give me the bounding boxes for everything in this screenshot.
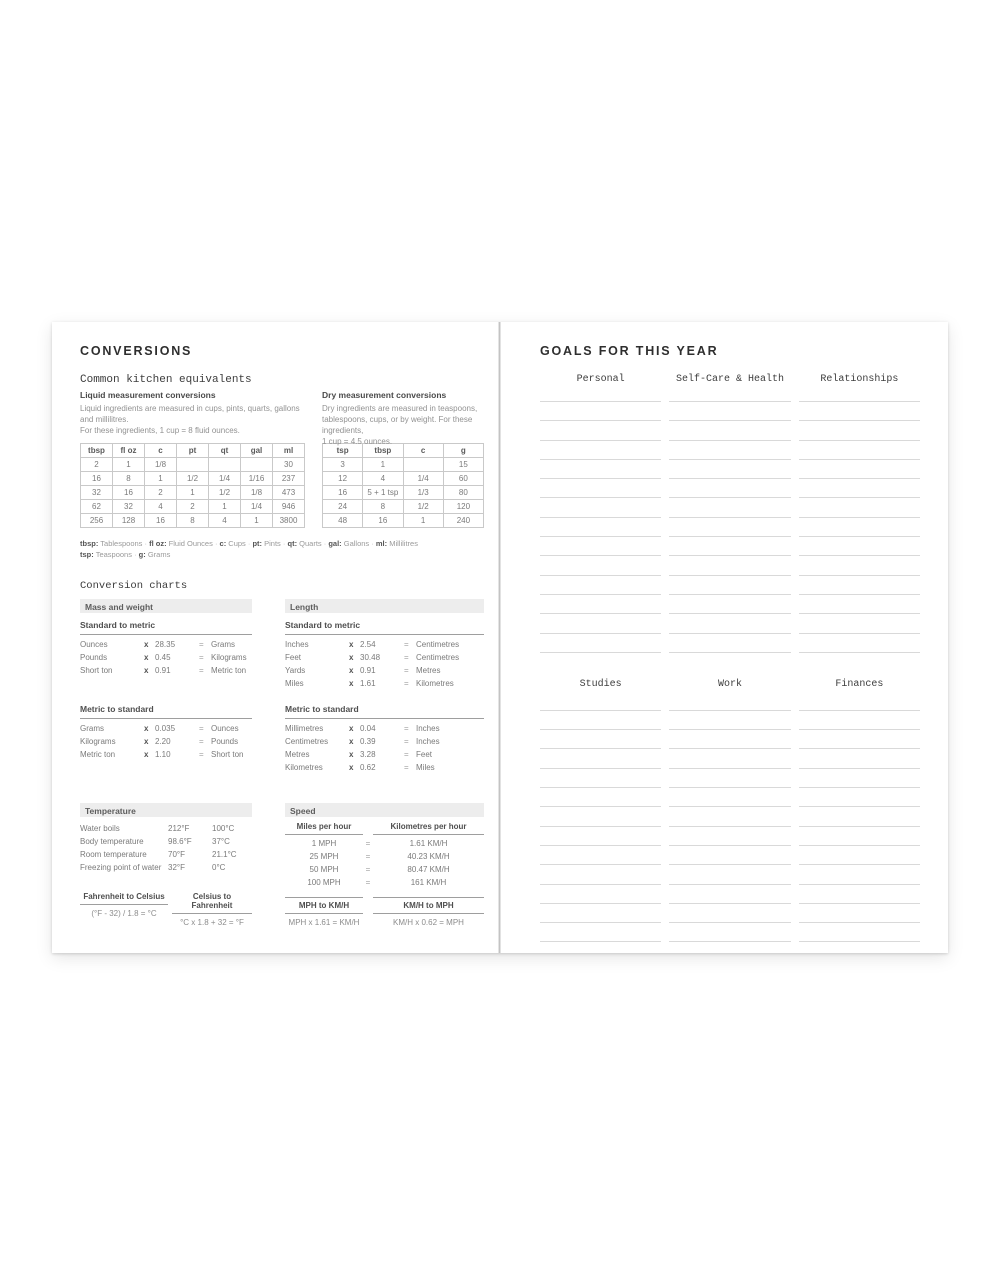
ruled-line bbox=[540, 576, 661, 595]
conversion-charts-grid bbox=[80, 599, 484, 927]
conversion-row: Kilometres x 0.62 = Miles bbox=[285, 762, 435, 772]
goals-column-header: Relationships bbox=[820, 374, 899, 385]
legend-separator: · bbox=[212, 539, 220, 548]
ruled-line bbox=[799, 614, 920, 633]
table-cell: 3 bbox=[323, 458, 363, 472]
ruled-line bbox=[799, 807, 920, 826]
liquid-measurement-table bbox=[80, 443, 305, 528]
celsius-to-fahrenheit-box bbox=[172, 892, 252, 927]
ruled-line bbox=[669, 479, 790, 498]
ruled-line bbox=[669, 595, 790, 614]
formula-value: MPH x 1.61 = KM/H bbox=[288, 917, 360, 927]
formula-title: KM/H to MPH bbox=[373, 897, 484, 914]
ruled-line bbox=[799, 788, 920, 807]
ruled-line bbox=[799, 479, 920, 498]
liquid-description-2: For these ingredients, 1 cup = 8 fluid ounces. bbox=[80, 426, 240, 436]
temperature-row: Water boils 212°F 100°C bbox=[80, 823, 235, 833]
ruled-line bbox=[540, 537, 661, 556]
table-header-cell: c bbox=[145, 444, 177, 458]
table-cell: 1/2 bbox=[209, 486, 241, 500]
ruled-line bbox=[540, 846, 661, 865]
length-metric-to-std-heading: Metric to standard bbox=[285, 704, 484, 719]
speed-rows bbox=[285, 837, 484, 889]
ruled-line bbox=[669, 576, 790, 595]
table-header-cell: tsp bbox=[323, 444, 363, 458]
ruled-line bbox=[669, 730, 790, 749]
legend-line-2 bbox=[80, 549, 484, 560]
page-spine bbox=[498, 322, 501, 953]
ruled-line bbox=[540, 441, 661, 460]
abbreviation-legend bbox=[80, 538, 484, 561]
table-cell: 15 bbox=[443, 458, 483, 472]
kitchen-equivalents-heading: Common kitchen equivalents bbox=[80, 374, 252, 386]
conversion-row: Pounds x 0.45 = Kilograms bbox=[80, 652, 247, 662]
table-header-row bbox=[81, 444, 305, 458]
length-bar: Length bbox=[285, 599, 484, 613]
ruled-line bbox=[669, 865, 790, 884]
speed-row: 50 MPH = 80.47 KM/H bbox=[309, 864, 450, 874]
page-title: CONVERSIONS bbox=[80, 344, 193, 358]
goals-column-header: Finances bbox=[835, 678, 884, 690]
ruled-line bbox=[669, 690, 790, 711]
conversion-row: Yards x 0.91 = Metres bbox=[285, 665, 441, 675]
kitchen-columns bbox=[80, 390, 484, 528]
ruled-line bbox=[799, 846, 920, 865]
ruled-line bbox=[669, 614, 790, 633]
ruled-line bbox=[799, 827, 920, 846]
table-row bbox=[323, 486, 484, 500]
table-cell: 237 bbox=[273, 472, 305, 486]
table-cell: 8 bbox=[113, 472, 145, 486]
ruled-line bbox=[540, 421, 661, 440]
table-cell: 1/4 bbox=[241, 500, 273, 514]
goals-column-header: Work bbox=[717, 678, 742, 690]
ruled-line bbox=[799, 730, 920, 749]
speed-bar: Speed bbox=[285, 803, 484, 817]
ruled-line bbox=[799, 865, 920, 884]
mass-metric-to-std-rows bbox=[80, 722, 252, 761]
length-std-to-metric-rows bbox=[285, 638, 484, 690]
table-cell: 128 bbox=[113, 514, 145, 528]
dry-heading: Dry measurement conversions bbox=[322, 390, 447, 400]
goals-column bbox=[540, 374, 661, 653]
table-cell: 4 bbox=[363, 472, 403, 486]
table-row bbox=[323, 472, 484, 486]
table-cell: 5 + 1 tsp bbox=[363, 486, 403, 500]
speed-formulas bbox=[285, 897, 484, 927]
conversion-row: Metres x 3.28 = Feet bbox=[285, 749, 433, 759]
legend-item: ml: Millilitres bbox=[375, 539, 418, 548]
table-cell: 8 bbox=[177, 514, 209, 528]
ruled-line bbox=[540, 498, 661, 517]
length-std-to-metric-heading: Standard to metric bbox=[285, 620, 484, 635]
mass-std-to-metric-rows bbox=[80, 638, 252, 677]
temperature-bar: Temperature bbox=[80, 803, 252, 817]
formula-value: (°F - 32) / 1.8 = °C bbox=[91, 908, 157, 918]
temperature-row: Freezing point of water 32°F 0°C bbox=[80, 862, 226, 872]
ruled-line bbox=[669, 749, 790, 768]
table-header-cell: tbsp bbox=[81, 444, 113, 458]
table-cell: 1/8 bbox=[145, 458, 177, 472]
table-cell: 1 bbox=[241, 514, 273, 528]
speed-section bbox=[285, 803, 484, 927]
speed-row: 1 MPH = 1.61 KM/H bbox=[311, 838, 448, 848]
ruled-line bbox=[799, 595, 920, 614]
table-cell: 16 bbox=[323, 486, 363, 500]
ruled-line bbox=[540, 634, 661, 653]
legend-item: tsp: Teaspoons bbox=[80, 550, 132, 560]
legend-item: pt: Pints bbox=[252, 539, 281, 548]
table-cell: 1 bbox=[363, 458, 403, 472]
table-row bbox=[81, 500, 305, 514]
table-row bbox=[323, 458, 484, 472]
legend-item: qt: Quarts bbox=[287, 539, 322, 548]
conversion-row: Metric ton x 1.10 = Short ton bbox=[80, 749, 244, 759]
ruled-line bbox=[540, 614, 661, 633]
ruled-line bbox=[669, 711, 790, 730]
ruled-line bbox=[799, 690, 920, 711]
formula-value: KM/H x 0.62 = MPH bbox=[393, 917, 464, 927]
ruled-line bbox=[669, 827, 790, 846]
fahrenheit-to-celsius-box bbox=[80, 892, 168, 927]
table-cell: 80 bbox=[443, 486, 483, 500]
ruled-line bbox=[669, 904, 790, 923]
legend-separator: · bbox=[245, 539, 253, 548]
legend-item: fl oz: Fluid Ounces bbox=[149, 539, 213, 548]
table-row bbox=[323, 500, 484, 514]
ruled-line bbox=[669, 923, 790, 942]
ruled-line bbox=[799, 537, 920, 556]
ruled-line bbox=[540, 749, 661, 768]
formula-title: Fahrenheit to Celsius bbox=[80, 892, 168, 905]
goals-column bbox=[799, 374, 920, 653]
ruled-line bbox=[799, 711, 920, 730]
dry-conversions-column bbox=[322, 390, 484, 528]
ruled-line bbox=[799, 460, 920, 479]
ruled-line bbox=[540, 885, 661, 904]
charts-left-column bbox=[80, 599, 252, 927]
legend-item: g: Grams bbox=[138, 550, 171, 560]
table-cell: 3800 bbox=[273, 514, 305, 528]
ruled-line bbox=[669, 556, 790, 575]
ruled-line bbox=[669, 885, 790, 904]
table-header-row bbox=[323, 444, 484, 458]
table-cell: 1/16 bbox=[241, 472, 273, 486]
table-cell: 946 bbox=[273, 500, 305, 514]
goals-lines bbox=[799, 690, 920, 943]
table-header-cell: tbsp bbox=[363, 444, 403, 458]
goals-column bbox=[669, 679, 790, 943]
legend-item: gal: Gallons bbox=[328, 539, 370, 548]
table-cell: 1 bbox=[209, 500, 241, 514]
speed-row: 100 MPH = 161 KM/H bbox=[307, 877, 447, 887]
table-header-cell: pt bbox=[177, 444, 209, 458]
ruled-line bbox=[799, 556, 920, 575]
table-cell: 4 bbox=[145, 500, 177, 514]
table-row bbox=[323, 514, 484, 528]
ruled-line bbox=[540, 402, 661, 421]
table-cell: 1/8 bbox=[241, 486, 273, 500]
legend-separator: · bbox=[369, 539, 376, 548]
mph-to-kmh-box bbox=[285, 897, 363, 927]
ruled-line bbox=[540, 460, 661, 479]
goals-column-header: Studies bbox=[579, 678, 622, 690]
ruled-line bbox=[540, 385, 661, 402]
conversion-row: Inches x 2.54 = Centimetres bbox=[285, 639, 460, 649]
table-cell: 1/2 bbox=[403, 500, 443, 514]
ruled-line bbox=[540, 711, 661, 730]
table-cell: 8 bbox=[363, 500, 403, 514]
table-cell: 256 bbox=[81, 514, 113, 528]
ruled-line bbox=[540, 904, 661, 923]
ruled-line bbox=[799, 769, 920, 788]
ruled-line bbox=[540, 788, 661, 807]
legend-separator: · bbox=[280, 539, 288, 548]
legend-separator: · bbox=[142, 539, 150, 548]
table-row bbox=[81, 472, 305, 486]
legend-separator: · bbox=[131, 550, 139, 560]
table-cell: 2 bbox=[177, 500, 209, 514]
ruled-line bbox=[669, 402, 790, 421]
ruled-line bbox=[669, 634, 790, 653]
kmh-to-mph-box bbox=[373, 897, 484, 927]
table-header-cell: ml bbox=[273, 444, 305, 458]
table-cell bbox=[241, 458, 273, 472]
ruled-line bbox=[799, 576, 920, 595]
table-cell: 2 bbox=[81, 458, 113, 472]
ruled-line bbox=[799, 923, 920, 942]
conversion-row: Miles x 1.61 = Kilometres bbox=[285, 678, 454, 688]
ruled-line bbox=[799, 498, 920, 517]
table-cell: 24 bbox=[323, 500, 363, 514]
table-cell: 2 bbox=[145, 486, 177, 500]
table-cell: 1 bbox=[145, 472, 177, 486]
mph-column-header: Miles per hour bbox=[285, 822, 363, 835]
table-cell: 240 bbox=[443, 514, 483, 528]
goals-lines bbox=[799, 385, 920, 653]
table-cell: 1/3 bbox=[403, 486, 443, 500]
charts-right-column bbox=[285, 599, 484, 927]
table-cell: 1/2 bbox=[177, 472, 209, 486]
ruled-line bbox=[799, 634, 920, 653]
table-cell: 4 bbox=[209, 514, 241, 528]
mass-std-to-metric-heading: Standard to metric bbox=[80, 620, 252, 635]
table-cell bbox=[403, 458, 443, 472]
goals-section-1 bbox=[540, 374, 920, 653]
goals-column-header: Personal bbox=[576, 374, 625, 385]
liquid-heading: Liquid measurement conversions bbox=[80, 390, 216, 400]
formula-title: Celsius to Fahrenheit bbox=[172, 892, 252, 914]
legend-line-1 bbox=[80, 538, 484, 549]
goals-column bbox=[799, 679, 920, 943]
ruled-line bbox=[540, 923, 661, 942]
legend-separator: · bbox=[321, 539, 329, 548]
table-cell: 60 bbox=[443, 472, 483, 486]
ruled-line bbox=[669, 518, 790, 537]
table-cell: 62 bbox=[81, 500, 113, 514]
ruled-line bbox=[540, 730, 661, 749]
table-row bbox=[81, 486, 305, 500]
table-cell: 32 bbox=[113, 500, 145, 514]
temperature-row: Room temperature 70°F 21.1°C bbox=[80, 849, 237, 859]
mass-metric-to-std-heading: Metric to standard bbox=[80, 704, 252, 719]
temperature-row: Body temperature 98.6°F 37°C bbox=[80, 836, 230, 846]
table-cell: 16 bbox=[145, 514, 177, 528]
table-cell: 30 bbox=[273, 458, 305, 472]
ruled-line bbox=[799, 421, 920, 440]
ruled-line bbox=[540, 479, 661, 498]
table-header-cell: qt bbox=[209, 444, 241, 458]
conversion-row: Grams x 0.035 = Ounces bbox=[80, 723, 239, 733]
table-cell bbox=[209, 458, 241, 472]
liquid-description-1: Liquid ingredients are measured in cups, pints, quarts, gallons and millilitres. bbox=[80, 404, 300, 425]
ruled-line bbox=[669, 498, 790, 517]
ruled-line bbox=[799, 904, 920, 923]
ruled-line bbox=[669, 421, 790, 440]
table-header-cell: gal bbox=[241, 444, 273, 458]
ruled-line bbox=[540, 595, 661, 614]
conversion-row: Ounces x 28.35 = Grams bbox=[80, 639, 235, 649]
table-cell: 16 bbox=[113, 486, 145, 500]
formula-title: MPH to KM/H bbox=[285, 897, 363, 914]
liquid-conversions-column bbox=[80, 390, 305, 528]
goals-section-2 bbox=[540, 679, 920, 943]
ruled-line bbox=[669, 441, 790, 460]
ruled-line bbox=[540, 518, 661, 537]
ruled-line bbox=[669, 846, 790, 865]
table-header-cell: fl oz bbox=[113, 444, 145, 458]
table-cell: 1 bbox=[113, 458, 145, 472]
legend-item: tbsp: Tablespoons bbox=[80, 539, 143, 548]
speed-row: 25 MPH = 40.23 KM/H bbox=[309, 851, 450, 861]
table-cell: 120 bbox=[443, 500, 483, 514]
temperature-formulas bbox=[80, 892, 252, 927]
ruled-line bbox=[799, 441, 920, 460]
table-cell bbox=[177, 458, 209, 472]
formula-value: °C x 1.8 + 32 = °F bbox=[180, 917, 244, 927]
kmh-column-header: Kilometres per hour bbox=[373, 822, 484, 835]
goals-lines bbox=[669, 385, 790, 653]
ruled-line bbox=[669, 769, 790, 788]
page-spread bbox=[52, 322, 948, 953]
ruled-line bbox=[540, 769, 661, 788]
ruled-line bbox=[669, 788, 790, 807]
conversions-page bbox=[52, 322, 500, 953]
ruled-line bbox=[669, 807, 790, 826]
ruled-line bbox=[669, 460, 790, 479]
mass-weight-bar: Mass and weight bbox=[80, 599, 252, 613]
goals-lines bbox=[669, 690, 790, 943]
dry-description-1: Dry ingredients are measured in teaspoons, tablespoons, cups, or by weight. For these ingredients, bbox=[322, 404, 478, 436]
legend-item: c: Cups bbox=[219, 539, 246, 548]
goals-column bbox=[540, 679, 661, 943]
table-cell: 16 bbox=[81, 472, 113, 486]
ruled-line bbox=[540, 827, 661, 846]
table-header-cell: g bbox=[443, 444, 483, 458]
table-cell: 16 bbox=[363, 514, 403, 528]
goals-lines bbox=[540, 385, 661, 653]
ruled-line bbox=[540, 865, 661, 884]
ruled-line bbox=[799, 385, 920, 402]
goals-column bbox=[669, 374, 790, 653]
ruled-line bbox=[540, 690, 661, 711]
ruled-line bbox=[799, 518, 920, 537]
table-cell: 1/4 bbox=[403, 472, 443, 486]
conversion-row: Kilograms x 2.20 = Pounds bbox=[80, 736, 239, 746]
goals-page bbox=[500, 322, 948, 953]
ruled-line bbox=[799, 885, 920, 904]
ruled-line bbox=[669, 537, 790, 556]
dry-description-2: 1 cup = 4.5 ounces. bbox=[322, 437, 393, 447]
table-cell: 1/4 bbox=[209, 472, 241, 486]
conversion-charts-heading: Conversion charts bbox=[80, 579, 188, 592]
dry-measurement-table bbox=[322, 443, 484, 528]
goals-lines bbox=[540, 690, 661, 943]
ruled-line bbox=[669, 385, 790, 402]
table-row bbox=[81, 458, 305, 472]
temperature-rows bbox=[80, 822, 252, 874]
conversion-row: Centimetres x 0.39 = Inches bbox=[285, 736, 440, 746]
ruled-line bbox=[540, 556, 661, 575]
ruled-line bbox=[799, 749, 920, 768]
table-cell: 473 bbox=[273, 486, 305, 500]
table-cell: 32 bbox=[81, 486, 113, 500]
speed-column-headers bbox=[285, 822, 484, 835]
length-metric-to-std-rows bbox=[285, 722, 484, 774]
table-cell: 1 bbox=[177, 486, 209, 500]
table-cell: 1 bbox=[403, 514, 443, 528]
conversion-row: Feet x 30.48 = Centimetres bbox=[285, 652, 460, 662]
conversion-row: Millimetres x 0.04 = Inches bbox=[285, 723, 440, 733]
temperature-section bbox=[80, 803, 252, 927]
ruled-line bbox=[540, 807, 661, 826]
table-header-cell: c bbox=[403, 444, 443, 458]
ruled-line bbox=[799, 402, 920, 421]
table-row bbox=[81, 514, 305, 528]
goals-title: GOALS FOR THIS YEAR bbox=[540, 344, 719, 358]
goals-column-header: Self-Care & Health bbox=[675, 374, 784, 385]
table-cell: 48 bbox=[323, 514, 363, 528]
conversion-row: Short ton x 0.91 = Metric ton bbox=[80, 665, 247, 675]
table-cell: 12 bbox=[323, 472, 363, 486]
